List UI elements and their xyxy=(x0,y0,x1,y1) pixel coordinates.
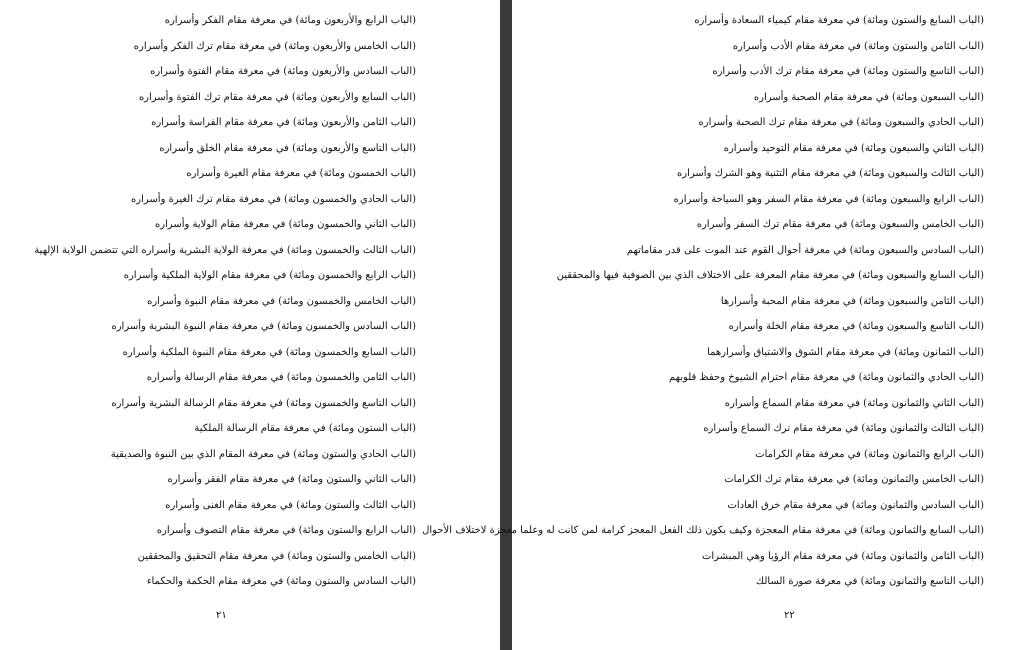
chapter-line: (الباب الخامس والثمانون ومائة) في معرفة مقام ترك الكرامات xyxy=(724,474,984,485)
chapter-line: (الباب التاسع والأربعون ومائة) في معرفة مقام الخلق وأسراره xyxy=(159,142,416,154)
chapter-line: (الباب السادس والستون ومائة) في معرفة مقام الحكمة والحكماء xyxy=(146,576,416,587)
chapter-line: (الباب الثاني والثمانون ومائة) في معرفة مقام السماع وأسراره xyxy=(724,397,984,409)
chapter-line: (الباب الثامن والستون ومائة) في معرفة مقام الأدب وأسراره xyxy=(732,40,984,52)
chapter-line: (الباب الحادي والسبعون ومائة) في معرفة مقام ترك الصحبة وأسراره xyxy=(698,117,984,128)
page-number-right: ٢٢ xyxy=(784,610,795,621)
chapter-line: (الباب الثامن والسبعون ومائة) في معرفة مقام المحبة وأسرارها xyxy=(720,295,984,307)
chapter-line: (الباب الثاني والخمسون ومائة) في معرفة مقام الولاية وأسراره xyxy=(154,219,416,230)
chapter-line: (الباب الرابع والأربعون ومائة) في معرفة مقام الفكر وأسراره xyxy=(164,15,416,26)
page-gutter xyxy=(500,0,512,650)
chapter-line: (الباب السادس والسبعون ومائة) في معرفة أحوال القوم عند الموت على قدر مقاماتهم xyxy=(626,244,984,256)
chapter-line: (الباب الرابع والسبعون ومائة) في معرفة مقام السفر وهو السياحة وأسراره xyxy=(673,193,984,205)
chapter-line: (الباب الثالث والسبعون ومائة) في معرفة مقام التثنية وهو الشرك وأسراره xyxy=(677,168,984,179)
right-page xyxy=(422,0,1028,650)
chapter-line: (الباب الثاني والسبعون ومائة) في معرفة مقام التوحيد وأسراره xyxy=(723,142,984,154)
page-number-left: ٢١ xyxy=(216,610,227,621)
chapter-line: (الباب الثامن والثمانون ومائة) في معرفة مقام الرؤيا وهي المبشرات xyxy=(701,550,984,562)
chapter-line: (الباب الثالث والستون ومائة) في معرفة مقام الغنى وأسراره xyxy=(165,499,416,511)
chapter-line: (الباب السابع والثمانون ومائة) في معرفة مقام المعجزة وكيف يكون ذلك الفعل المعجز كرامة لمن كانت له وعلما معجزة لاختلاف الأحوال xyxy=(422,525,984,536)
right-page-text xyxy=(422,8,984,595)
chapter-line: (الباب السابع والخمسون ومائة) في معرفة مقام النبوة الملكية وأسراره xyxy=(122,346,416,358)
left-page-text xyxy=(34,8,416,595)
chapter-line: (الباب الخامس والستون ومائة) في معرفة مقام التحقيق والمحققين xyxy=(137,550,416,562)
chapter-line: (الباب السابع والستون ومائة) في معرفة مقام كيمياء السعادة وأسراره xyxy=(694,15,984,26)
chapter-line: (الباب السادس والخمسون ومائة) في معرفة مقام النبوة البشرية وأسراره xyxy=(111,321,416,332)
chapter-line: (الباب السادس والثمانون ومائة) في معرفة مقام خرق العادات xyxy=(727,499,984,511)
chapter-line: (الباب الرابع والثمانون ومائة) في معرفة مقام الكرامات xyxy=(755,448,984,460)
chapter-line: (الباب الثمانون ومائة) في معرفة مقام الشوق والاشتياق وأسرارهما xyxy=(707,346,984,358)
chapter-line: (الباب الحادي والخمسون ومائة) في معرفة مقام ترك الغيرة وأسراره xyxy=(131,193,416,205)
chapter-line: (الباب الخامس والخمسون ومائة) في معرفة مقام النبوة وأسراره xyxy=(147,295,416,307)
chapter-line: (الباب الخامس والأربعون ومائة) في معرفة مقام ترك الفكر وأسراره xyxy=(133,40,416,52)
chapter-line: (الباب السابع والسبعون ومائة) في معرفة مقام المعرفة على الاختلاف الذي بين الصوفية فيها والمحققين xyxy=(556,270,984,281)
chapter-line: (الباب التاسع والسبعون ومائة) في معرفة مقام الخلة وأسراره xyxy=(728,321,984,332)
chapter-line: (الباب التاسع والستون ومائة) في معرفة مقام ترك الأدب وأسراره xyxy=(712,66,984,77)
left-page xyxy=(0,0,500,650)
chapter-line: (الباب الحادي والثمانون ومائة) في معرفة مقام احترام الشيوخ وحفظ قلوبهم xyxy=(669,372,984,383)
chapter-line: (الباب الثامن والأربعون ومائة) في معرفة مقام الفراسة وأسراره xyxy=(151,117,416,128)
chapter-line: (الباب الرابع والستون ومائة) في معرفة مقام التصوف وأسراره xyxy=(156,525,416,536)
chapter-line: (الباب الستون ومائة) في معرفة مقام الرسالة الملكية xyxy=(194,423,416,434)
chapter-line: (الباب الثالث والثمانون ومائة) في معرفة مقام ترك السماع وأسراره xyxy=(703,423,984,434)
chapter-line: (الباب التاسع والثمانون ومائة) في معرفة صورة السالك xyxy=(755,576,984,587)
chapter-line: (الباب الثاني والستون ومائة) في معرفة مقام الفقر وأسراره xyxy=(167,474,416,485)
chapter-line: (الباب الرابع والخمسون ومائة) في معرفة مقام الولاية الملكية وأسراره xyxy=(123,270,416,281)
chapter-line: (الباب الثالث والخمسون ومائة) في معرفة الولاية البشرية وأسراره التي تتضمن الولاية الإلهية xyxy=(34,244,416,256)
chapter-line: (الباب الخامس والسبعون ومائة) في معرفة مقام ترك السفر وأسراره xyxy=(696,219,984,230)
chapter-line: (الباب السابع والأربعون ومائة) في معرفة مقام ترك الفتوة وأسراره xyxy=(138,91,416,103)
chapter-line: (الباب الثامن والخمسون ومائة) في معرفة مقام الرسالة وأسراره xyxy=(146,372,416,383)
chapter-line: (الباب التاسع والخمسون ومائة) في معرفة مقام الرسالة البشرية وأسراره xyxy=(111,397,416,409)
chapter-line: (الباب السادس والأربعون ومائة) في معرفة مقام الفتوة وأسراره xyxy=(150,66,416,77)
chapter-line: (الباب الخمسون ومائة) في معرفة مقام الغيرة وأسراره xyxy=(186,168,416,179)
chapter-line: (الباب الحادي والستون ومائة) في معرفة المقام الذي بين النبوة والصديقية xyxy=(110,448,416,460)
chapter-line: (الباب السبعون ومائة) في معرفة مقام الصحبة وأسراره xyxy=(753,91,984,103)
